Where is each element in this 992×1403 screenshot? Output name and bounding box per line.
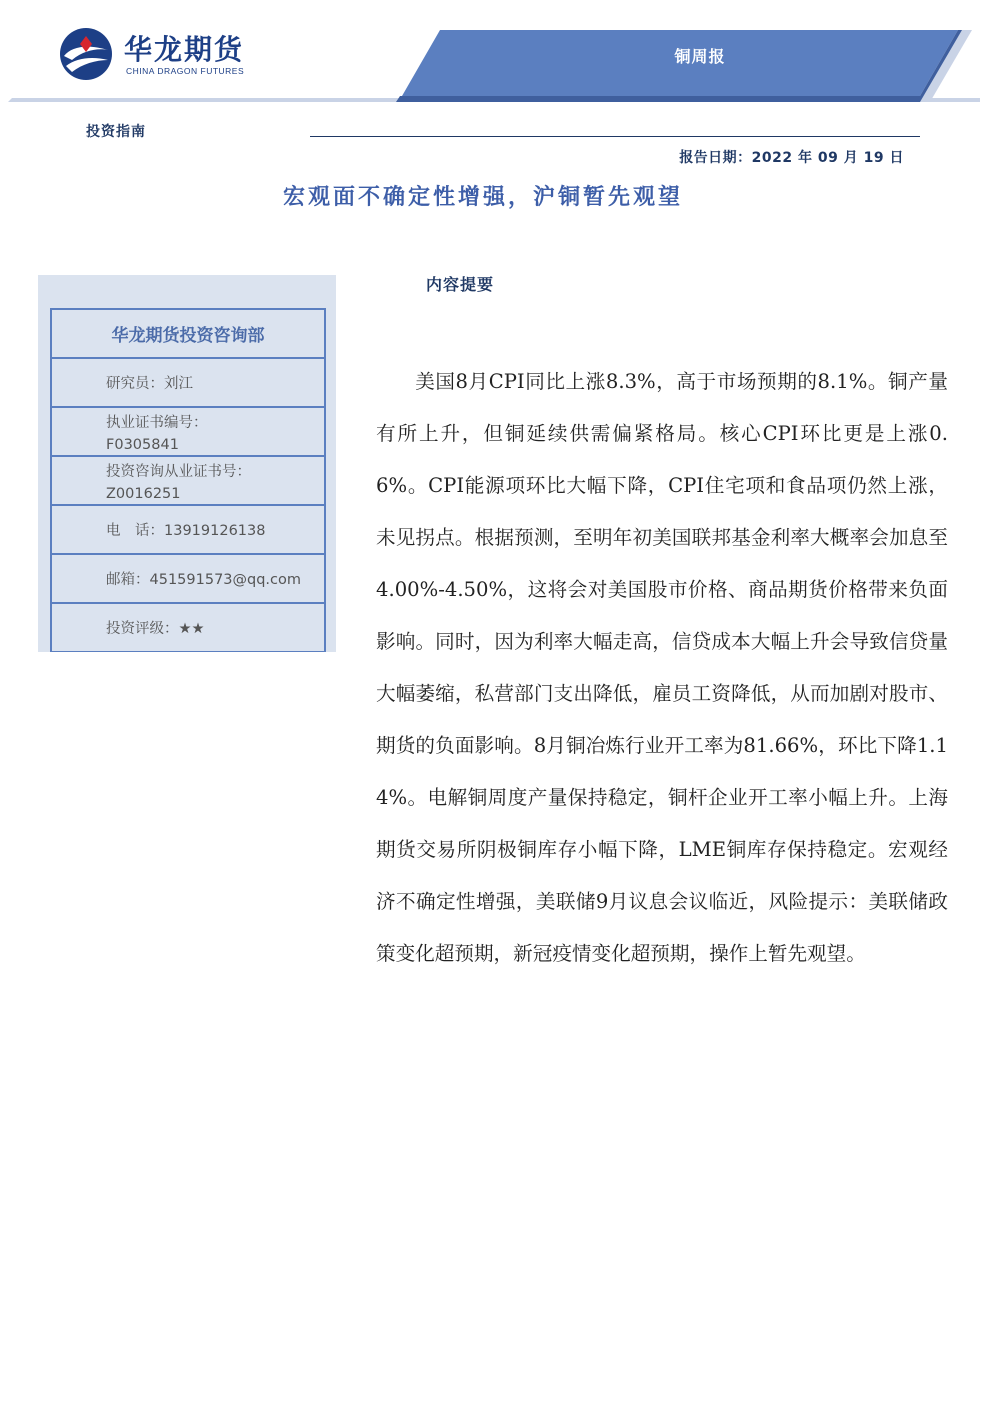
phone-number: 电 话：13919126138 (52, 506, 324, 555)
company-name-en: CHINA DRAGON FUTURES (126, 66, 245, 76)
investment-rating: 投资评级：★★ (52, 604, 324, 652)
analyst-info-table (50, 308, 326, 652)
summary-heading: 内容提要 (426, 275, 495, 294)
license-cell (52, 408, 324, 457)
report-title: 宏观面不确定性增强，沪铜暂先观望 (282, 184, 683, 210)
analyst-name: 研究员：刘江 (52, 359, 324, 408)
department-name: 华龙期货投资咨询部 (52, 310, 324, 359)
report-date: 报告日期：2022 年 09 月 19 日 (679, 150, 904, 166)
analyst-info-panel (38, 275, 336, 652)
consult-license-label: 投资咨询从业证书号： (106, 464, 251, 480)
license-label: 执业证书编号： (106, 415, 208, 431)
company-logo (58, 24, 258, 84)
summary-body: 美国8月CPI同比上涨8.3%，高于市场预期的8.1%。铜产量有所上升，但铜延续供需偏紧格局。核心CPI环比更是上涨0.6%。CPI能源项环比大幅下降，CPI住宅项和食品项仍然上涨，未见拐点。根据预测，至明年初美国联邦基金利率大概率会加息至4.00%-4.50%，这将会对美国股市价格、商品期货价格带来负面影响。同时，因为利率大幅走高，信贷成本大幅上升会导致信贷量大幅萎缩，私营部门支出降低，雇员工资降低，从而加剧对股市、期货的负面影响。8月铜冶炼行业开工率为81.66%，环比下降1.14%。电解铜周度产量保持稳定，铜杆企业开工率小幅上升。上海期货交易所阴极铜库存小幅下降，LME铜库存保持稳定。宏观经济不确定性增强，美联储9月议息会议临近，风险提示：美联储政策变化超预期，新冠疫情变化超预期，操作上暂先观望。 (376, 370, 948, 965)
company-name-cn: 华龙期货 (124, 33, 245, 66)
license-number: F0305841 (106, 437, 179, 453)
consult-license-number: Z0016251 (106, 486, 181, 502)
dragon-logo-icon (58, 26, 114, 82)
report-type-label: 铜周报 (674, 47, 726, 66)
section-label: 投资指南 (86, 124, 146, 140)
email-address: 邮箱：451591573@qq.com (52, 555, 324, 604)
consult-cell (52, 457, 324, 506)
header-divider (310, 136, 920, 137)
